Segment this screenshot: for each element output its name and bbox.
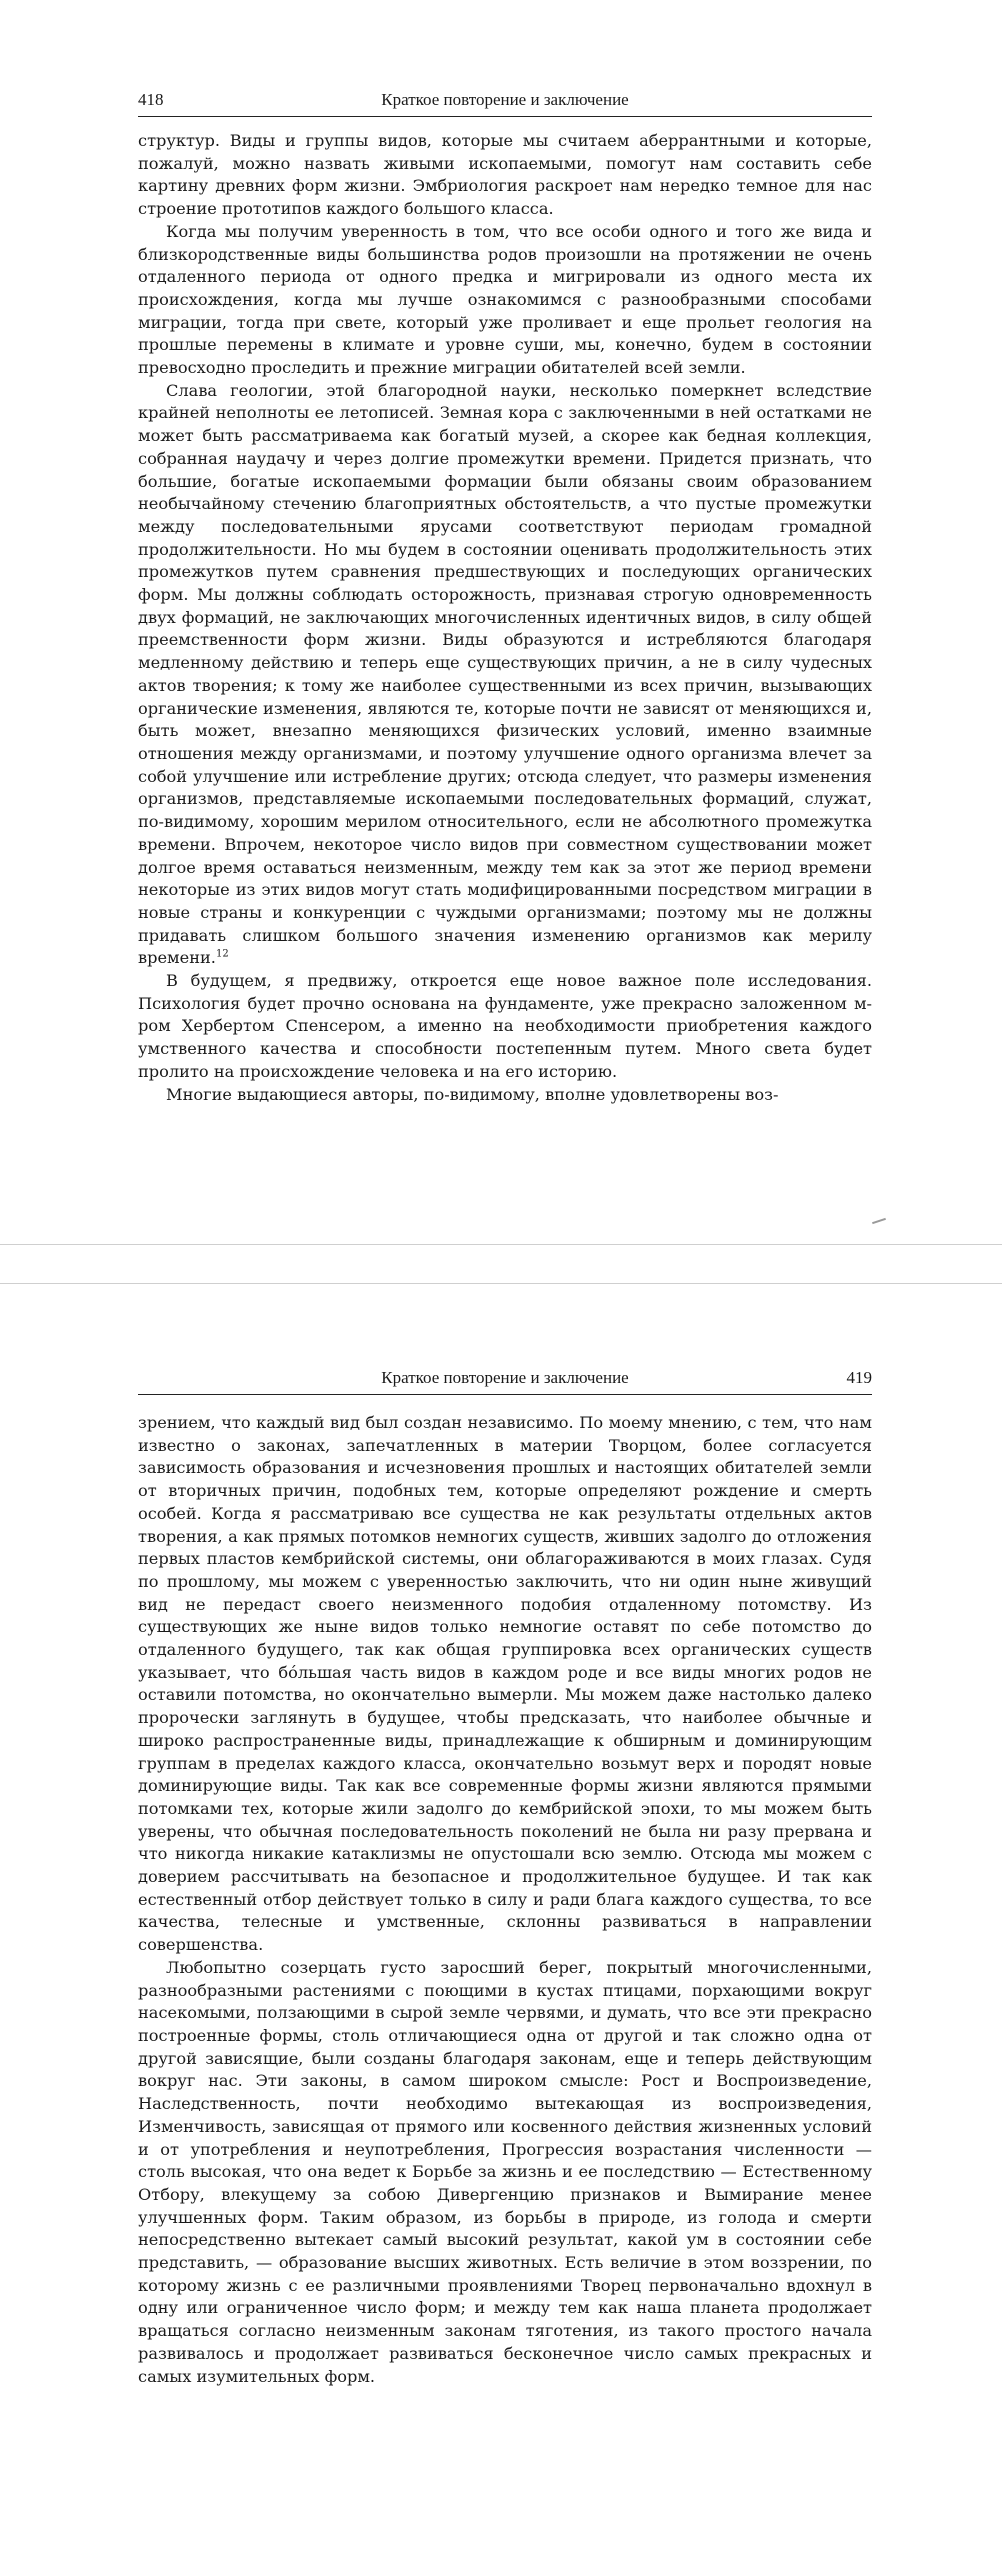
body-text (138, 1412, 872, 2388)
page-418 (0, 0, 1002, 1244)
paragraph: Когда мы получим уверенность в том, что все особи одного и того же вида и близкородственные виды большинства родов произошли на протяжении не очень отдаленного периода от одного предка и мигрировали из одного места их происхождения, когда мы лучше ознакомимся с разнообразными способами миграции, тогда при свете, который уже проливает и еще прольет геология на прошлые перемены в климате и уровне суши, мы, конечно, будем в состоянии превосходно проследить и прежние миграции обитателей всей земли. (138, 221, 872, 378)
paragraph: Многие выдающиеся авторы, по-видимому, вполне удовлетворены воз- (166, 1084, 779, 1104)
footnote-marker: 12 (215, 948, 229, 960)
page-number: 418 (138, 90, 164, 109)
running-header (138, 1364, 872, 1395)
running-title: Краткое повторение и заключение (381, 90, 629, 109)
body-text (138, 130, 872, 1106)
page-419 (0, 1284, 1002, 2554)
running-header (138, 86, 872, 117)
paragraph (138, 380, 872, 970)
paragraph-text: Слава геологии, этой благородной науки, несколько померкнет вследствие крайней неполноты ее летописей. Земная кора с заключенными в ней остатками не может быть рассматриваема как богатый музей, а скорее как бедная коллекция, собранная наудачу и через долгие промежутки времени. Придется признать, что большие, богатые ископаемыми формации были обязаны своим образованием необычайному стечению благоприятных обстоятельств, а что пустые промежутки между последовательными ярусами соответствуют периодам громадной продолжительности. Но мы будем в состоянии оценивать продолжительность этих промежутков путем сравнения предшествующих и последующих органических форм. Мы должны соблюдать осторожность, признавая строгую одновременность двух формаций, не заключающих многочисленных идентичных видов, в силу общей преемственности форм жизни. Виды образуются и истребляются благодаря медленному действию и теперь еще существующих причин, а не в силу чудесных актов творения; к тому же наиболее существенными из всех причин, вызывающих органические изменения, являются те, которые почти не зависят от меняющихся и, быть может, внезапно меняющихся физических условий, именно взаимные отношения между организмами, и поэтому улучшение одного организма влечет за собой улучшение или истребление других; отсюда следует, что размеры изменения организмов, представляемые ископаемыми последовательных формаций, служат, по-видимому, хорошим мерилом относительного, если не абсолютного промежутка времени. Впрочем, некоторое число видов при совместном существовании может долгое время оставаться неизменным, между тем как за этот же период времени некоторые из этих видов могут стать модифицированными посредством миграции в новые страны и конкуренции с чуждыми организмами; поэтому мы не должны придавать слишком большого значения изменению организмов как мерилу времени. (138, 380, 872, 968)
paragraph: зрением, что каждый вид был создан независимо. По моему мнению, с тем, что нам известно о законах, запечатленных в материи Творцом, более согласуется зависимость образования и исчезновения прошлых и настоящих обитателей земли от вторичных причин, подобных тем, которые определяют рождение и смерть особей. Когда я рассматриваю все существа не как результаты отдельных актов творения, а как прямых потомков немногих существ, живших задолго до отложения первых пластов кембрийской системы, они облагораживаются в моих глазах. Судя по прошлому, мы можем с уверенностью заключить, что ни один ныне живущий вид не передаст своего неизменного подобия отдаленному потомству. Из существующих же ныне видов только немногие оставят по себе потомство до отдаленного будущего, так как общая группировка всех органических существ указывает, что бо́льшая часть видов в каждом роде и все виды многих родов не оставили потомства, но окончательно вымерли. Мы можем даже настолько далеко пророчески заглянуть в будущее, чтобы предсказать, что наиболее обычные и широко распространенные виды, принадлежащие к обширным и доминирующим группам в пределах каждого класса, окончательно возьмут верх и породят новые доминирующие виды. Так как все современные формы жизни являются прямыми потомками тех, которые жили задолго до кембрийской эпохи, то мы можем быть уверены, что обычная последовательность поколений не была ни разу прервана и что никогда никакие катаклизмы не опустошали всю землю. Отсюда мы можем с доверием рассчитывать на безопасное и продолжительное будущее. И так как естественный отбор действует только в силу и ради блага каждого существа, то все качества, телесные и умственные, склонны развиваться в направлении совершенства. (138, 1413, 872, 1955)
paragraph: Любопытно созерцать густо заросший берег, покрытый многочисленными, разнообразными растениями с поющими в кустах птицами, порхающими вокруг насекомыми, ползающими в сырой земле червями, и думать, что все эти прекрасно построенные формы, столь отличающиеся одна от другой и так сложно одна от другой зависящие, были созданы благодаря законам, еще и теперь действующим вокруг нас. Эти законы, в самом широком смысле: Рост и Воспроизведение, Наследственность, почти необходимо вытекающая из воспроизведения, Изменчивость, зависящая от прямого или косвенного действия жизненных условий и от употребления и неупотребления, Прогрессия возрастания численности — столь высокая, что она ведет к Борьбе за жизнь и ее последствию — Естественному Отбору, влекущему за собою Дивергенцию признаков и Вымирание менее улучшенных форм. Таким образом, из борьбы в природе, из голода и смерти непосредственно вытекает самый высокий результат, какой ум в состоянии себе представить, — образование высших животных. Есть величие в этом воззрении, по которому жизнь с ее различными проявлениями Творец первоначально вдохнул в одну или ограниченное число форм; и между тем как наша планета продолжает вращаться согласно неизменным законам тяготения, из такого простого начала развивалось и продолжает развиваться бесконечное число самых прекрасных и самых изумительных форм. (138, 1957, 872, 2386)
page-number: 419 (846, 1368, 872, 1387)
running-title: Краткое повторение и заключение (381, 1368, 629, 1387)
paragraph: структур. Виды и группы видов, которые мы считаем аберрантными и которые, пожалуй, можно назвать живыми ископаемыми, помогут нам составить себе картину древних форм жизни. Эмбриология раскроет нам нередко темное для нас строение прототипов каждого большого класса. (138, 131, 872, 219)
page-separator (0, 1244, 1002, 1284)
scan-mark (872, 1218, 886, 1224)
paragraph: В будущем, я предвижу, откроется еще новое важное поле исследования. Психология будет прочно основана на фундаменте, уже прекрасно заложенном м-ром Хербертом Спенсером, а именно на необходимости приобретения каждого умственного качества и способности постепенным путем. Много света будет пролито на происхождение человека и на его историю. (138, 971, 872, 1081)
